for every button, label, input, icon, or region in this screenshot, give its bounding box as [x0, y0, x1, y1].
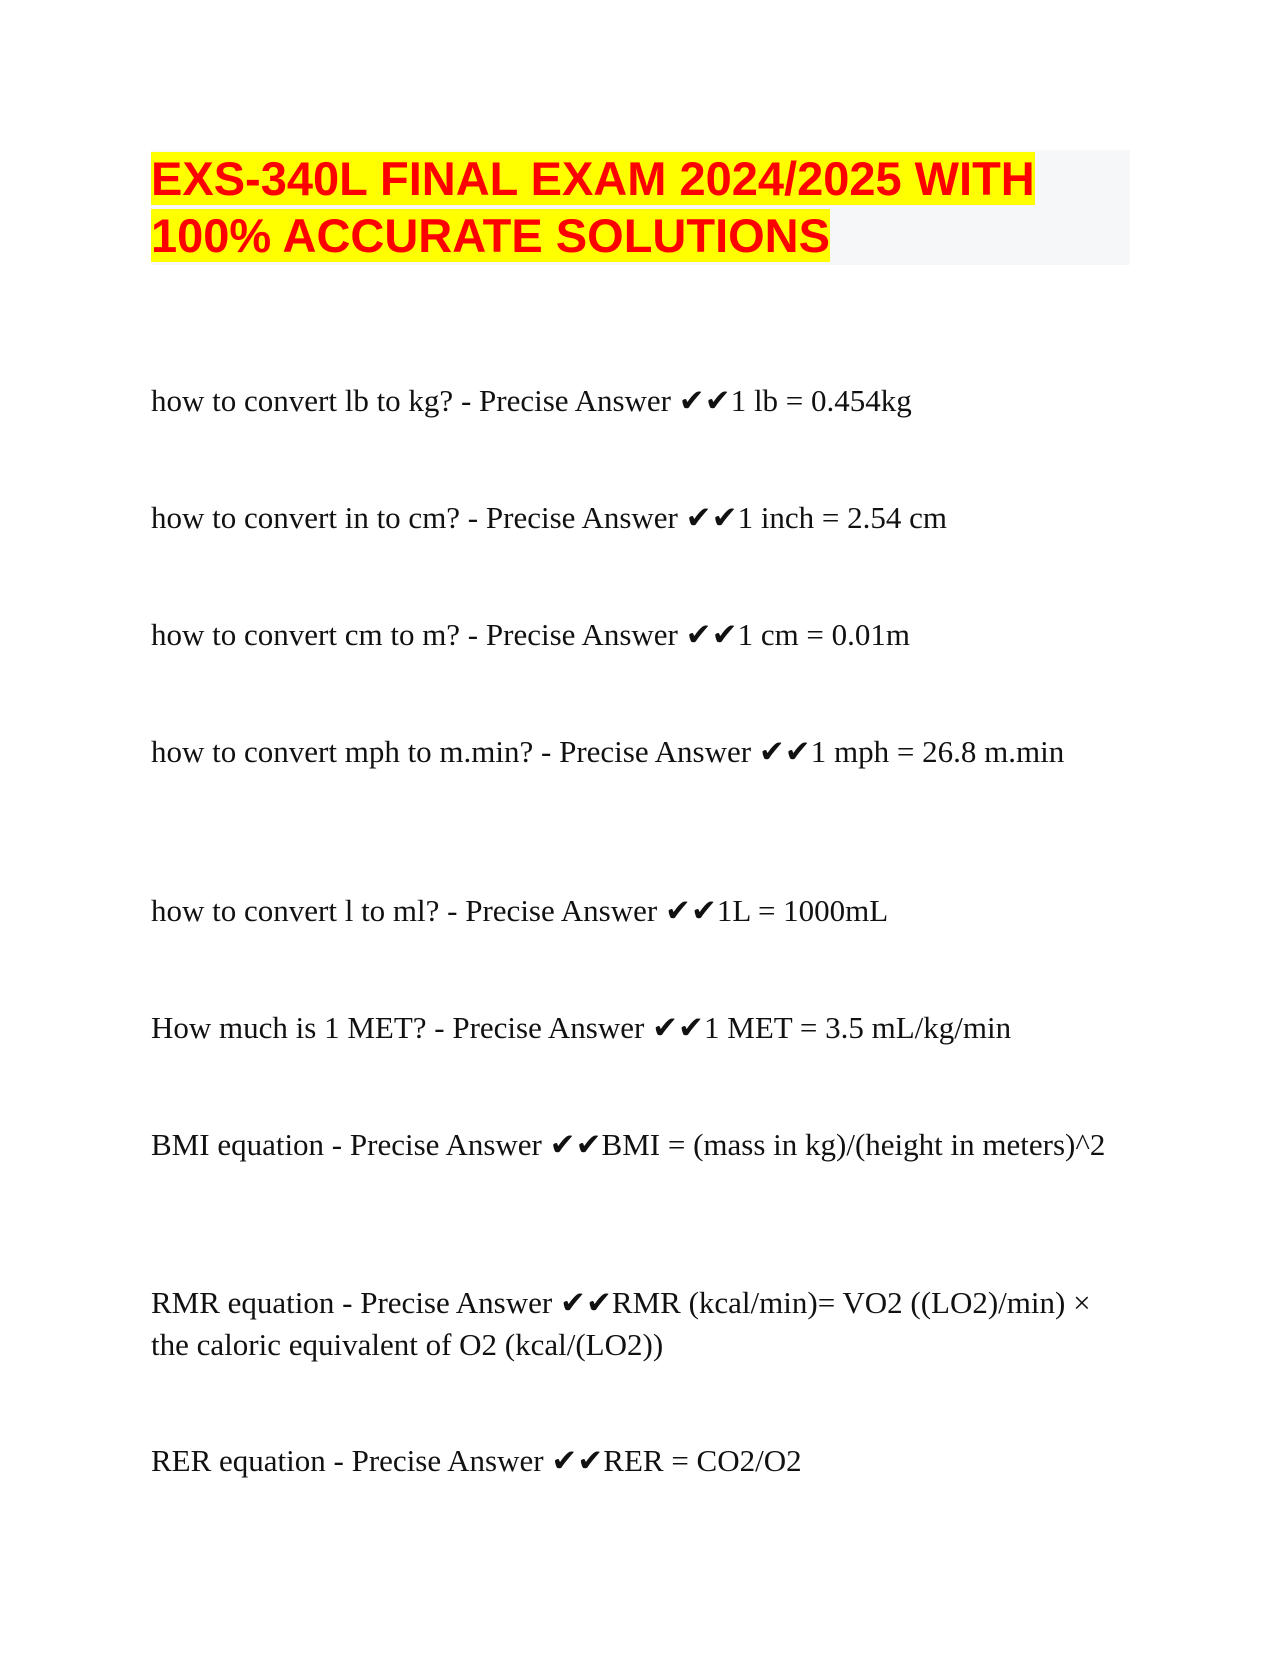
qa-item-met: How much is 1 MET? - Precise Answer ✔✔1 MET = 3.5 mL/kg/min	[151, 1010, 1012, 1045]
qa-item-rer: RER equation - Precise Answer ✔✔RER = CO2/O2	[151, 1443, 802, 1478]
qa-item-l-ml: how to convert l to ml? - Precise Answer ✔✔1L = 1000mL	[151, 893, 889, 928]
qa-item-bmi: BMI equation - Precise Answer ✔✔BMI = (mass in kg)/(height in meters)^2	[151, 1127, 1106, 1162]
qa-item-rmr: RMR equation - Precise Answer ✔✔RMR (kcal/min)= VO2 ((LO2)/min) × the caloric equivalent of O2 (kcal/(LO2))	[151, 1285, 1091, 1362]
title-line-1: EXS-340L FINAL EXAM 2024/2025 WITH	[151, 152, 1035, 205]
qa-item-mph-mmin: how to convert mph to m.min? - Precise Answer ✔✔1 mph = 26.8 m.min	[151, 734, 1065, 769]
title-block	[151, 150, 1130, 265]
title-line-2: 100% ACCURATE SOLUTIONS	[151, 209, 830, 262]
qa-item-cm-m: how to convert cm to m? - Precise Answer ✔✔1 cm = 0.01m	[151, 617, 911, 652]
document-title	[151, 150, 1130, 264]
qa-item-lb-kg: how to convert lb to kg? - Precise Answer ✔✔1 lb = 0.454kg	[151, 383, 912, 418]
qa-item-in-cm: how to convert in to cm? - Precise Answer ✔✔1 inch = 2.54 cm	[151, 500, 948, 535]
